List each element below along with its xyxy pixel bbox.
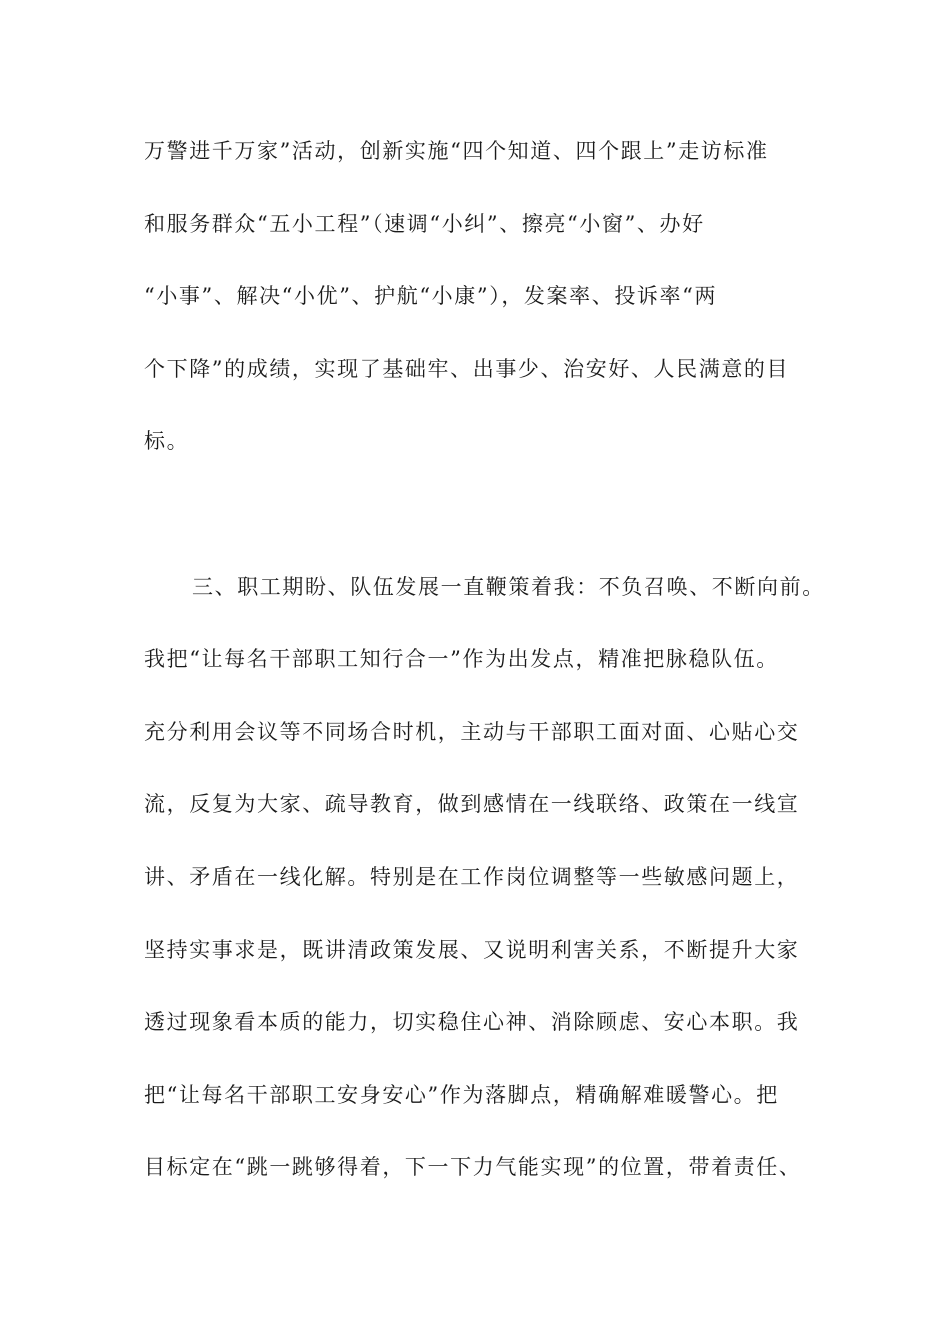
section-heading-line: 三、职工期盼、队伍发展一直鞭策着我：不负召唤、不断向前。 [192, 574, 825, 599]
body-line: 我把“让每名干部职工知行合一”作为出发点，精准把脉稳队伍。 [144, 647, 779, 672]
blank-line [144, 491, 824, 564]
body-line: “小事”、解决“小优”、护航“小康”），发案率、投诉率“两 [144, 284, 718, 309]
body-line: 万警进千万家”活动，创新实施“四个知道、四个跟上”走访标准 [144, 139, 769, 163]
body-line: 标。 [144, 429, 190, 454]
body-line: 把“让每名干部职工安身安心”作为落脚点，精确解难暖警心。把 [144, 1082, 779, 1107]
document-body [144, 128, 824, 1217]
body-line: 个下降”的成绩，实现了基础牢、出事少、治安好、人民满意的目 [144, 356, 790, 381]
body-line: 充分利用会议等不同场合时机，主动与干部职工面对面、心贴心交 [144, 719, 800, 744]
body-line: 讲、矛盾在一线化解。特别是在工作岗位调整等一些敏感问题上， [144, 864, 800, 889]
body-line: 流，反复为大家、疏导教育，做到感情在一线联络、政策在一线宣 [144, 792, 800, 817]
body-line: 和服务群众“五小工程”（速调“小纠”、擦亮“小窗”、办好 [144, 211, 705, 236]
body-line: 目标定在“跳一跳够得着，下一下力气能实现”的位置，带着责任、 [144, 1155, 802, 1180]
body-line: 透过现象看本质的能力，切实稳住心神、消除顾虑、安心本职。我 [144, 1010, 800, 1035]
body-line: 坚持实事求是，既讲清政策发展、又说明利害关系，不断提升大家 [144, 937, 800, 962]
